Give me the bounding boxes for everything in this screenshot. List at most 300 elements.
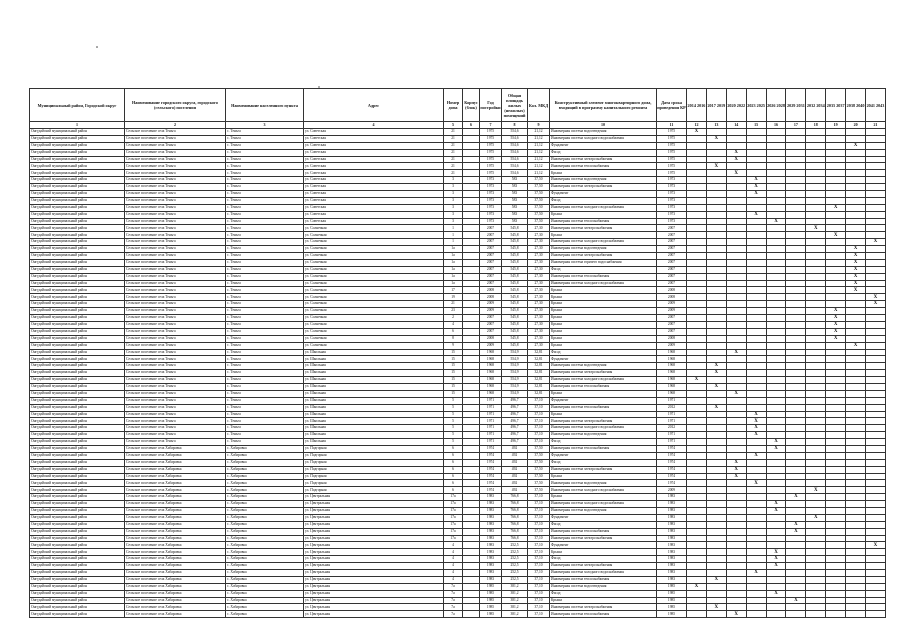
table-cell: 1985 xyxy=(657,611,687,618)
table-cell: Сельское поселение села Хабаровка xyxy=(125,576,226,583)
table-row xyxy=(30,211,886,218)
column-number: 14 xyxy=(726,122,746,129)
table-cell: 583 xyxy=(502,204,528,211)
period-cell xyxy=(687,197,707,204)
table-cell: Онгудайский муниципальный район xyxy=(30,321,125,328)
table-cell: 1975 xyxy=(657,135,687,142)
table-cell: 583 xyxy=(502,218,528,225)
period-cell xyxy=(726,542,746,549)
table-cell: с. Теньга xyxy=(226,184,304,191)
table-cell: 1968 xyxy=(480,370,502,377)
table-cell: Сельское поселение села Теньга xyxy=(125,211,226,218)
period-cell xyxy=(826,480,846,487)
period-cell xyxy=(746,287,766,294)
period-cell xyxy=(726,246,746,253)
period-cell xyxy=(726,583,746,590)
table-cell: Крыша xyxy=(550,473,657,480)
period-cell xyxy=(746,507,766,514)
table-cell: 37,50 xyxy=(528,445,550,452)
capital-repair-schedule xyxy=(29,88,885,618)
table-cell: Инженерная система электроснабжения xyxy=(550,604,657,611)
table-row xyxy=(30,356,886,363)
column-number: 7 xyxy=(480,122,502,129)
period-cell xyxy=(706,246,726,253)
period-cell: X xyxy=(706,135,726,142)
period-cell: X xyxy=(746,411,766,418)
period-cell xyxy=(687,563,707,570)
header-row xyxy=(30,89,886,122)
period-cell: X xyxy=(766,563,786,570)
period-cell xyxy=(806,211,826,218)
table-cell xyxy=(463,507,480,514)
table-cell: 37,10 xyxy=(528,542,550,549)
table-cell: 545,8 xyxy=(502,308,528,315)
table-cell xyxy=(463,390,480,397)
table-cell: с. Теньга xyxy=(226,170,304,177)
period-cell xyxy=(766,597,786,604)
period-cell xyxy=(846,425,866,432)
table-row xyxy=(30,342,886,349)
period-cell xyxy=(766,170,786,177)
table-cell: ул. Солнечная xyxy=(304,246,444,253)
table-cell: 496,7 xyxy=(502,404,528,411)
table-cell: 27,30 xyxy=(528,232,550,239)
period-cell xyxy=(726,563,746,570)
table-cell: ул. Центральная xyxy=(304,494,444,501)
table-cell: Сельское поселение села Теньга xyxy=(125,308,226,315)
table-cell: с. Хабаровка xyxy=(226,445,304,452)
table-cell: Инженерная система электроснабжения xyxy=(550,253,657,260)
table-cell: ул. Школьная xyxy=(304,411,444,418)
period-cell xyxy=(687,204,707,211)
table-cell: Сельское поселение села Хабаровка xyxy=(125,590,226,597)
table-cell: 37,50 xyxy=(528,487,550,494)
table-cell: 21 xyxy=(444,163,463,170)
period-cell xyxy=(826,514,846,521)
period-cell: X xyxy=(687,583,707,590)
table-row xyxy=(30,549,886,556)
table-cell: 1973 xyxy=(657,184,687,191)
period-cell xyxy=(806,301,826,308)
table-cell: Онгудайский муниципальный район xyxy=(30,459,125,466)
period-cell xyxy=(766,266,786,273)
period-cell xyxy=(746,439,766,446)
period-cell xyxy=(806,404,826,411)
period-cell: X xyxy=(846,342,866,349)
table-cell: Онгудайский муниципальный район xyxy=(30,363,125,370)
table-cell: 766,8 xyxy=(502,535,528,542)
period-cell xyxy=(746,301,766,308)
table-cell: 1985 xyxy=(480,597,502,604)
table-cell: 496,7 xyxy=(502,439,528,446)
table-cell: 554,9 xyxy=(502,349,528,356)
period-cell xyxy=(746,149,766,156)
table-cell: ул. Подгорная xyxy=(304,473,444,480)
period-cell xyxy=(746,404,766,411)
table-cell: с. Теньга xyxy=(226,232,304,239)
period-cell xyxy=(746,501,766,508)
table-cell: 2008 xyxy=(480,287,502,294)
period-cell xyxy=(726,239,746,246)
period-cell xyxy=(826,487,846,494)
period-cell: X xyxy=(846,259,866,266)
table-cell: 1968 xyxy=(480,390,502,397)
period-cell xyxy=(687,280,707,287)
table-cell: ул. Солнечная xyxy=(304,294,444,301)
period-cell xyxy=(866,597,886,604)
period-cell: X xyxy=(746,191,766,198)
period-cell: X xyxy=(706,604,726,611)
period-cell xyxy=(706,349,726,356)
table-cell xyxy=(463,473,480,480)
table-cell: 1968 xyxy=(480,377,502,384)
period-cell: X xyxy=(846,266,866,273)
table-cell xyxy=(463,142,480,149)
table-cell: 2007 xyxy=(657,246,687,253)
period-cell xyxy=(746,342,766,349)
period-cell: X xyxy=(706,363,726,370)
period-cell xyxy=(726,294,746,301)
period-cell xyxy=(706,308,726,315)
period-cell xyxy=(706,452,726,459)
table-cell: 37,50 xyxy=(528,184,550,191)
period-cell: X xyxy=(706,370,726,377)
period-cell: X xyxy=(766,445,786,452)
period-cell xyxy=(806,315,826,322)
table-cell xyxy=(463,445,480,452)
period-cell xyxy=(766,390,786,397)
period-cell xyxy=(806,570,826,577)
table-cell xyxy=(463,432,480,439)
period-cell xyxy=(726,356,746,363)
table-cell xyxy=(463,583,480,590)
period-cell xyxy=(706,425,726,432)
period-cell xyxy=(806,418,826,425)
table-cell: с. Хабаровка xyxy=(226,597,304,604)
period-cell xyxy=(846,191,866,198)
period-cell: X xyxy=(746,570,766,577)
period-cell xyxy=(786,390,806,397)
table-cell: 2007 xyxy=(480,246,502,253)
period-cell xyxy=(687,184,707,191)
table-cell: 252,5 xyxy=(502,542,528,549)
period-cell xyxy=(866,528,886,535)
table-cell: Онгудайский муниципальный район xyxy=(30,253,125,260)
table-cell: 21,12 xyxy=(528,135,550,142)
table-cell: 6 xyxy=(444,459,463,466)
table-row xyxy=(30,397,886,404)
table-cell: 545,8 xyxy=(502,335,528,342)
period-cell xyxy=(746,135,766,142)
table-cell: Онгудайский муниципальный район xyxy=(30,418,125,425)
period-cell xyxy=(786,356,806,363)
period-cell: X xyxy=(786,597,806,604)
table-cell: 766,8 xyxy=(502,514,528,521)
period-cell xyxy=(746,542,766,549)
table-cell: 1968 xyxy=(657,363,687,370)
table-cell: 2012 xyxy=(657,404,687,411)
period-cell xyxy=(746,239,766,246)
table-cell: ул. Советская xyxy=(304,156,444,163)
table-cell: Сельское поселение села Хабаровка xyxy=(125,535,226,542)
table-cell: ул. Солнечная xyxy=(304,328,444,335)
period-cell xyxy=(726,521,746,528)
table-cell: 3 xyxy=(444,177,463,184)
period-cell xyxy=(706,390,726,397)
table-row xyxy=(30,487,886,494)
table-cell: 21 xyxy=(444,135,463,142)
period-cell xyxy=(786,542,806,549)
period-cell xyxy=(786,273,806,280)
table-cell: 37,10 xyxy=(528,611,550,618)
period-cell xyxy=(726,397,746,404)
table-cell: ул. Солнечная xyxy=(304,273,444,280)
table-cell: с. Теньга xyxy=(226,383,304,390)
table-cell: Инженерная система электроснабжения xyxy=(550,563,657,570)
period-cell xyxy=(786,280,806,287)
period-cell xyxy=(746,218,766,225)
table-cell: Сельское поселение села Теньга xyxy=(125,383,226,390)
period-cell xyxy=(687,480,707,487)
table-cell: 554,9 xyxy=(502,370,528,377)
table-row xyxy=(30,184,886,191)
table-cell: Инженерная система теплоснабжения xyxy=(550,273,657,280)
period-cell xyxy=(706,204,726,211)
period-cell xyxy=(786,452,806,459)
table-cell: ул. Центральная xyxy=(304,604,444,611)
period-cell xyxy=(746,576,766,583)
table-cell: Инженерная система теплоснабжения xyxy=(550,218,657,225)
column-header: Наименование городского округа, городского (сельского) поселения xyxy=(125,89,226,122)
table-cell: Онгудайский муниципальный район xyxy=(30,370,125,377)
period-cell xyxy=(786,315,806,322)
table-cell xyxy=(463,308,480,315)
table-cell: Онгудайский муниципальный район xyxy=(30,507,125,514)
period-cell xyxy=(746,225,766,232)
table-cell: 1973 xyxy=(657,197,687,204)
period-cell xyxy=(687,425,707,432)
table-cell: 381,2 xyxy=(502,590,528,597)
table-cell xyxy=(463,377,480,384)
table-cell: с. Теньга xyxy=(226,432,304,439)
period-cell xyxy=(766,142,786,149)
table-cell: 545,8 xyxy=(502,321,528,328)
period-cell xyxy=(706,411,726,418)
period-cell: X xyxy=(746,418,766,425)
table-cell: Онгудайский муниципальный район xyxy=(30,184,125,191)
table-cell: 1983 xyxy=(657,514,687,521)
table-cell: 1971 xyxy=(480,439,502,446)
period-cell xyxy=(806,377,826,384)
table-cell: 554,6 xyxy=(502,149,528,156)
table-cell: ул. Солнечная xyxy=(304,342,444,349)
table-cell: 496,7 xyxy=(502,432,528,439)
table-cell: 554,6 xyxy=(502,170,528,177)
table-cell: Инженерная система холодного водоснабжения xyxy=(550,377,657,384)
period-cell: X xyxy=(706,383,726,390)
table-row xyxy=(30,335,886,342)
table-cell: Сельское поселение села Теньга xyxy=(125,197,226,204)
table-cell xyxy=(463,356,480,363)
table-row xyxy=(30,191,886,198)
table-cell xyxy=(463,170,480,177)
period-cell xyxy=(786,549,806,556)
table-cell: 21 xyxy=(444,156,463,163)
table-cell: 27,30 xyxy=(528,246,550,253)
column-header: 2032 2034 xyxy=(806,89,826,122)
period-cell xyxy=(806,576,826,583)
table-cell xyxy=(463,439,480,446)
column-number: 18 xyxy=(806,122,826,129)
table-cell: Онгудайский муниципальный район xyxy=(30,439,125,446)
table-cell: Сельское поселение села Хабаровка xyxy=(125,521,226,528)
table-cell: Онгудайский муниципальный район xyxy=(30,514,125,521)
period-cell xyxy=(706,542,726,549)
period-cell: X xyxy=(826,308,846,315)
period-cell xyxy=(866,411,886,418)
table-cell: Онгудайский муниципальный район xyxy=(30,328,125,335)
table-cell: 554,6 xyxy=(502,142,528,149)
table-cell: Онгудайский муниципальный район xyxy=(30,528,125,535)
period-cell xyxy=(866,273,886,280)
column-number: 8 xyxy=(502,122,528,129)
period-cell xyxy=(706,445,726,452)
period-cell: X xyxy=(866,301,886,308)
table-cell: 15 xyxy=(444,390,463,397)
table-cell xyxy=(463,590,480,597)
period-cell xyxy=(766,197,786,204)
period-cell xyxy=(766,452,786,459)
table-cell: 1975 xyxy=(480,156,502,163)
column-header: 2026 2028 xyxy=(766,89,786,122)
table-row xyxy=(30,253,886,260)
column-number: 17 xyxy=(786,122,806,129)
table-cell: Онгудайский муниципальный район xyxy=(30,570,125,577)
column-header: 2029 2031 xyxy=(786,89,806,122)
table-cell xyxy=(463,349,480,356)
table-cell xyxy=(463,239,480,246)
period-cell xyxy=(766,363,786,370)
period-cell xyxy=(846,611,866,618)
table-cell: Онгудайский муниципальный район xyxy=(30,521,125,528)
period-cell xyxy=(806,218,826,225)
period-cell: X xyxy=(687,129,707,136)
table-cell: Онгудайский муниципальный район xyxy=(30,211,125,218)
period-cell xyxy=(866,135,886,142)
period-cell xyxy=(866,204,886,211)
period-cell xyxy=(687,383,707,390)
table-cell: 1983 xyxy=(657,549,687,556)
table-cell: ул. Центральная xyxy=(304,556,444,563)
table-cell: 2007 xyxy=(480,280,502,287)
table-cell xyxy=(463,411,480,418)
table-cell: ул. Центральная xyxy=(304,521,444,528)
table-cell: 1 xyxy=(444,239,463,246)
table-cell: с. Хабаровка xyxy=(226,576,304,583)
period-cell: X xyxy=(706,404,726,411)
table-cell: 15 xyxy=(444,370,463,377)
period-cell xyxy=(826,239,846,246)
table-cell: 5 xyxy=(444,411,463,418)
table-cell xyxy=(463,521,480,528)
period-cell xyxy=(826,459,846,466)
table-row xyxy=(30,129,886,136)
table-cell: Инженерная система водоотведения xyxy=(550,583,657,590)
period-cell xyxy=(687,363,707,370)
schedule-table xyxy=(29,88,886,618)
table-cell: с. Теньга xyxy=(226,411,304,418)
period-cell: X xyxy=(746,177,766,184)
period-cell xyxy=(806,473,826,480)
period-cell xyxy=(746,259,766,266)
table-cell: 27,30 xyxy=(528,259,550,266)
table-cell: Сельское поселение села Теньга xyxy=(125,294,226,301)
period-cell xyxy=(687,611,707,618)
table-cell xyxy=(463,514,480,521)
period-cell xyxy=(826,184,846,191)
table-cell xyxy=(463,204,480,211)
period-cell xyxy=(806,597,826,604)
period-cell xyxy=(726,129,746,136)
table-cell: 496,7 xyxy=(502,411,528,418)
period-cell xyxy=(826,129,846,136)
period-cell xyxy=(826,163,846,170)
period-cell xyxy=(786,218,806,225)
period-cell xyxy=(786,507,806,514)
table-cell: Сельское поселение села Теньга xyxy=(125,363,226,370)
table-cell: с. Теньга xyxy=(226,356,304,363)
table-cell xyxy=(463,225,480,232)
table-cell: Сельское поселение села Хабаровка xyxy=(125,583,226,590)
period-cell xyxy=(687,514,707,521)
period-cell xyxy=(687,604,707,611)
period-cell xyxy=(706,432,726,439)
table-cell: с. Теньга xyxy=(226,142,304,149)
period-cell xyxy=(746,590,766,597)
table-cell: Онгудайский муниципальный район xyxy=(30,425,125,432)
table-row xyxy=(30,570,886,577)
table-cell: 1985 xyxy=(480,590,502,597)
period-cell xyxy=(726,218,746,225)
period-cell: X xyxy=(806,514,826,521)
period-cell xyxy=(706,149,726,156)
table-cell xyxy=(463,266,480,273)
table-cell: 27,30 xyxy=(528,301,550,308)
period-cell xyxy=(687,259,707,266)
period-cell xyxy=(687,211,707,218)
table-cell xyxy=(463,301,480,308)
table-cell: 545,8 xyxy=(502,266,528,273)
table-row xyxy=(30,432,886,439)
table-cell: 2007 xyxy=(657,253,687,260)
column-header: 2038 2040 xyxy=(846,89,866,122)
table-cell: 21 xyxy=(444,301,463,308)
table-cell: 15 xyxy=(444,356,463,363)
period-cell xyxy=(766,335,786,342)
period-cell xyxy=(726,549,746,556)
table-cell: 1968 xyxy=(480,363,502,370)
table-cell: ул. Подгорная xyxy=(304,459,444,466)
table-cell: с. Хабаровка xyxy=(226,494,304,501)
table-cell xyxy=(463,576,480,583)
table-cell: Сельское поселение села Теньга xyxy=(125,439,226,446)
table-cell: Сельское поселение села Хабаровка xyxy=(125,473,226,480)
table-cell: ул. Школьная xyxy=(304,404,444,411)
period-cell xyxy=(746,459,766,466)
period-cell xyxy=(746,315,766,322)
table-cell: с. Теньга xyxy=(226,404,304,411)
table-cell: 1973 xyxy=(480,177,502,184)
